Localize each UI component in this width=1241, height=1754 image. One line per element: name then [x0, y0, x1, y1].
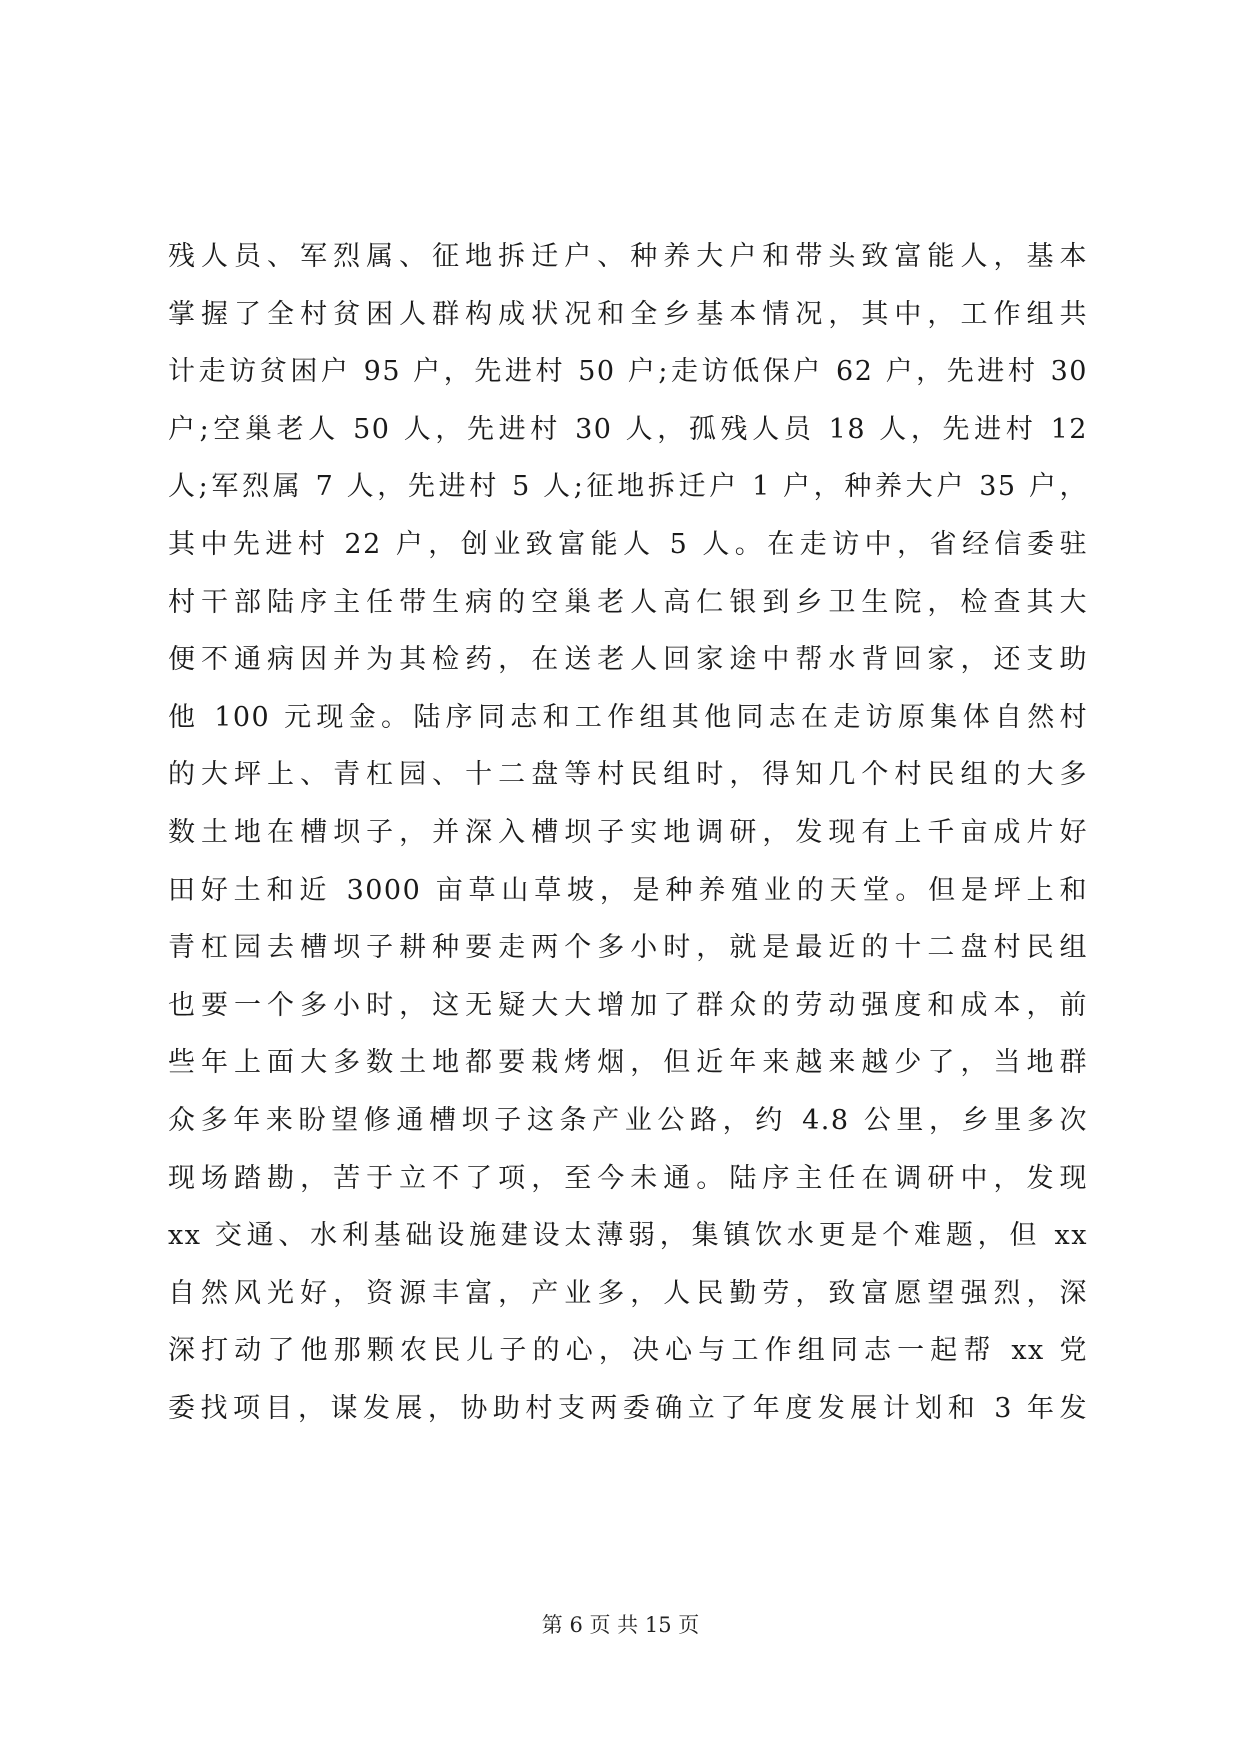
- text-line: 众多年来盼望修通槽坝子这条产业公路，约 4.8 公里，乡里多次: [168, 1104, 1088, 1136]
- page-number-footer: 第 6 页 共 15 页: [541, 1613, 700, 1637]
- text-line: 田好土和近 3000 亩草山草坡，是种养殖业的天堂。但是坪上和: [168, 874, 1088, 906]
- text-line: 青杠园去槽坝子耕种要走两个多小时，就是最近的十二盘村民组: [168, 932, 1088, 964]
- text-line: 现场踏勘，苦于立不了项，至今未通。陆序主任在调研中，发现: [168, 1162, 1088, 1194]
- text-line: 的大坪上、青杠园、十二盘等村民组时，得知几个村民组的大多: [168, 759, 1088, 791]
- text-line: 村干部陆序主任带生病的空巢老人高仁银到乡卫生院，检查其大: [168, 586, 1088, 618]
- text-line: 他 100 元现金。陆序同志和工作组其他同志在走访原集体自然村: [168, 701, 1088, 733]
- text-line: 户;空巢老人 50 人，先进村 30 人，孤残人员 18 人，先进村 12: [168, 413, 1088, 445]
- text-line: 自然风光好，资源丰富，产业多，人民勤劳，致富愿望强烈，深: [168, 1277, 1088, 1309]
- text-line: 些年上面大多数土地都要栽烤烟，但近年来越来越少了，当地群: [168, 1047, 1088, 1079]
- text-line: 数土地在槽坝子，并深入槽坝子实地调研，发现有上千亩成片好: [168, 816, 1088, 848]
- text-line: 计走访贫困户 95 户，先进村 50 户;走访低保户 62 户，先进村 30: [168, 356, 1088, 388]
- text-line: 掌握了全村贫困人群构成状况和全乡基本情况，其中，工作组共: [168, 298, 1088, 330]
- text-line: 也要一个多小时，这无疑大大增加了群众的劳动强度和成本，前: [168, 989, 1088, 1021]
- body-text: [168, 228, 1088, 1437]
- text-line: 残人员、军烈属、征地拆迁户、种养大户和带头致富能人，基本: [168, 241, 1088, 272]
- text-line: 委找项目，谋发展，协助村支两委确立了年度发展计划和 3 年发: [168, 1392, 1088, 1424]
- text-line: xx 交通、水利基础设施建设太薄弱，集镇饮水更是个难题，但 xx: [168, 1220, 1088, 1252]
- text-line: 其中先进村 22 户，创业致富能人 5 人。在走访中，省经信委驻: [168, 528, 1088, 560]
- text-line: 人;军烈属 7 人，先进村 5 人;征地拆迁户 1 户，种养大户 35 户，: [168, 471, 1088, 503]
- text-line: 便不通病因并为其检药，在送老人回家途中帮水背回家，还支助: [168, 644, 1088, 676]
- text-line: 深打动了他那颗农民儿子的心，决心与工作组同志一起帮 xx 党: [168, 1335, 1088, 1367]
